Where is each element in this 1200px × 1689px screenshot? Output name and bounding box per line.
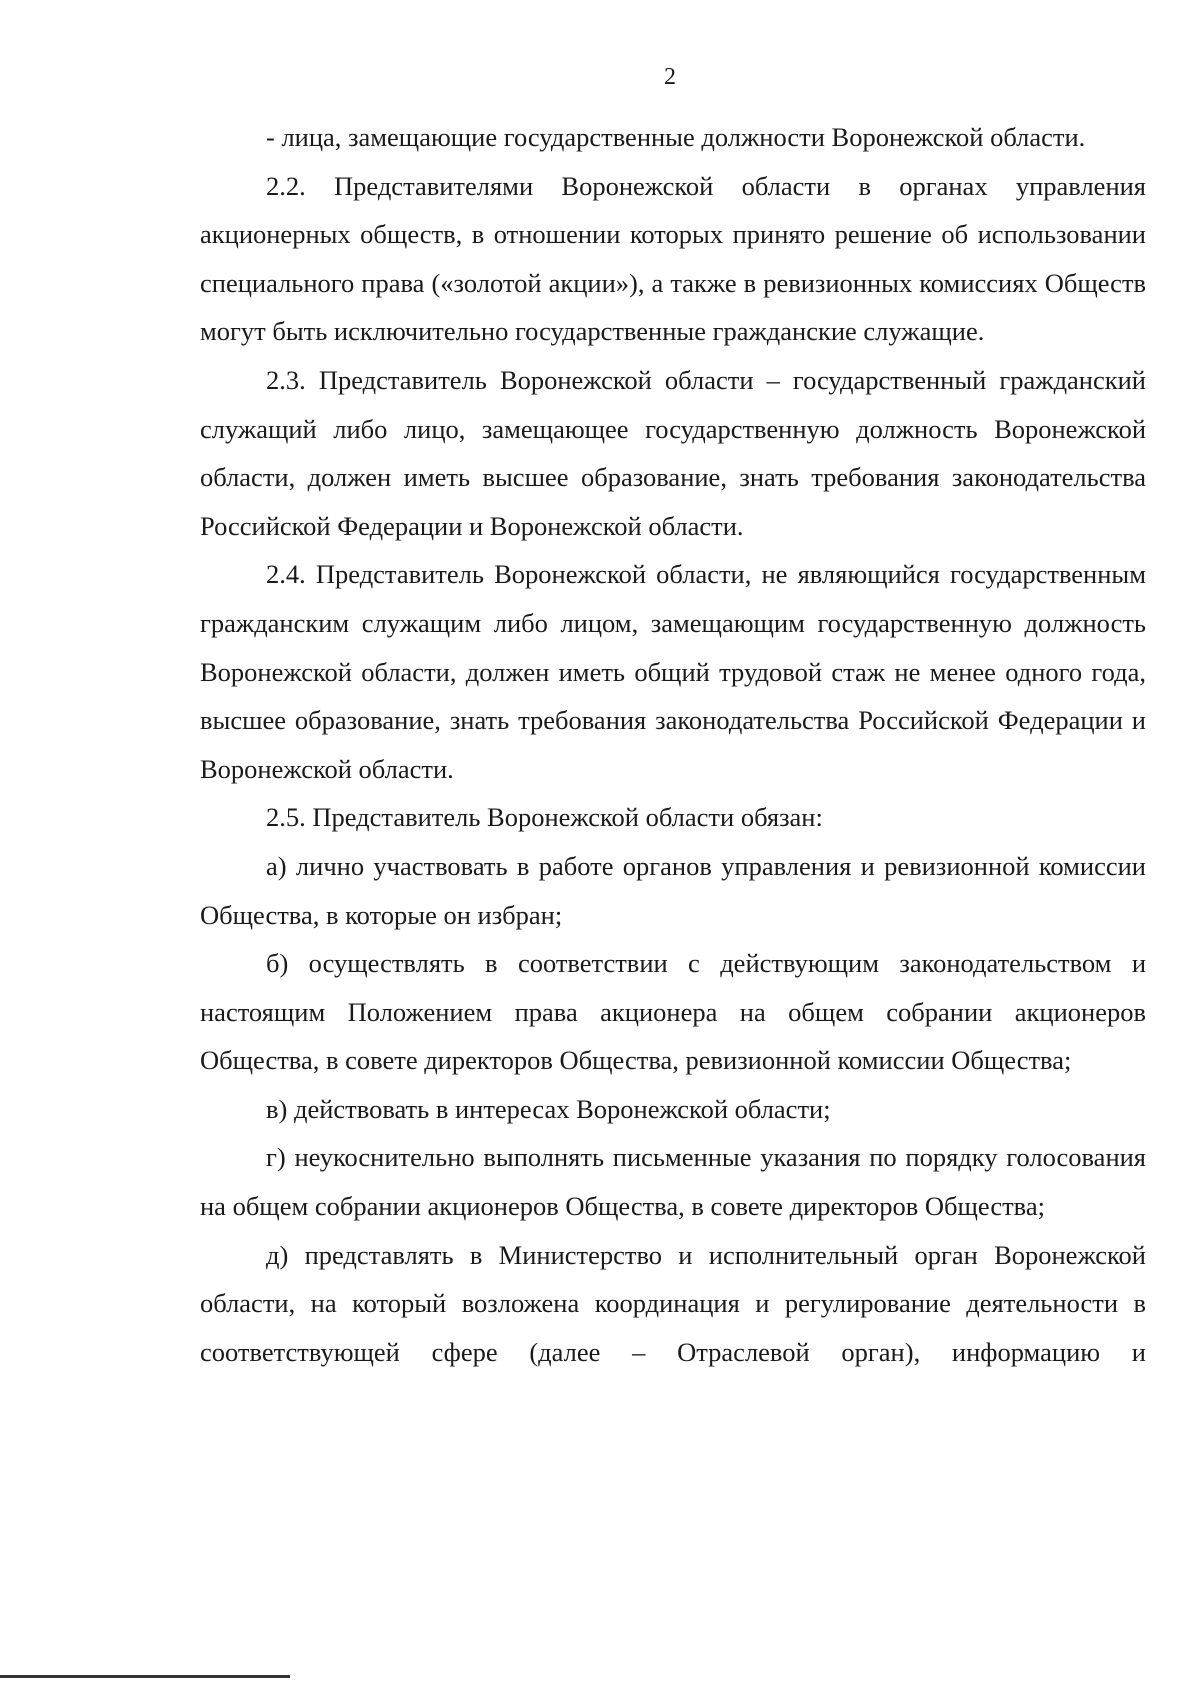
paragraph: в) действовать в интересах Воронежской области; [266,1093,831,1124]
paragraph: б) осуществлять в соответствии с действующим законодательством и настоящим Положением права акционера на общем собрании акционеров Общества, в совете директоров Общества, ревизионной комиссии Общества; [200,948,1146,1076]
paragraph: 2.4. Представитель Воронежской области, не являющийся государственным гражданским служащим либо лицом, замещающим государственную должность Воронежской области, должен иметь общий трудовой стаж не менее одного года, высшее образование, знать требования законодательства Российской Федерации и Воронежской области. [200,559,1146,784]
page-number: 2 [664,64,676,90]
paragraph: д) представлять в Министерство и исполнительный орган Воронежской области, на который возложена координация и регулирование деятельности в соответствующей сфере (далее – Отраслевой орган), информацию и [200,1239,1146,1367]
document-body [200,113,1146,1376]
footnote-rule [0,1675,290,1678]
paragraph: - лица, замещающие государственные должности Воронежской области. [266,122,1086,152]
paragraph: а) лично участвовать в работе органов управления и ревизионной комиссии Общества, в которые он избран; [200,850,1146,930]
paragraph: г) неукоснительно выполнять письменные указания по порядку голосования на общем собрании акционеров Общества, в совете директоров Общества; [200,1142,1146,1222]
paragraph: 2.5. Представитель Воронежской области обязан: [266,802,823,833]
paragraph: 2.2. Представителями Воронежской области в органах управления акционерных обществ, в отношении которых принято решение об использовании специального права («золотой акции»), а также в ревизионных комиссиях Обществ могут быть исключительно государственные гражданские служащие. [200,170,1146,347]
paragraph: 2.3. Представитель Воронежской области – государственный гражданский служащий либо лицо, замещающее государственную должность Воронежской области, должен иметь высшее образование, знать требования законодательства Российской Федерации и Воронежской области. [200,364,1146,541]
